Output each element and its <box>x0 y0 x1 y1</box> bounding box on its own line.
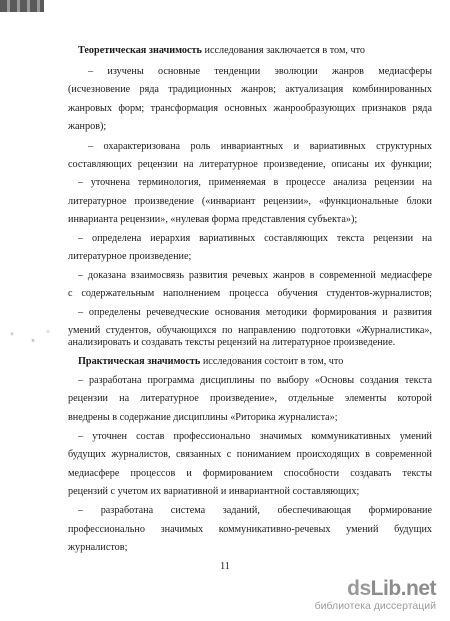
heading-theoretical-significance: Теоретическая значимость исследования заключается в том, что <box>78 45 366 56</box>
text-line: составляющих рецензии на литературное произведение, описаны их функции; <box>68 159 432 170</box>
text-line: медиасфере процессов и формированием способности создавать тексты <box>68 468 432 479</box>
text-line: будущих журналистов, связанных с пониманием происходящих в современной <box>68 449 432 460</box>
text-line: умений студентов, обучающихся по направлению подготовки «Журналистика», <box>68 325 432 336</box>
text-line: (исчезновение ряда традиционных жанров; актуализация комбинированных <box>68 84 432 95</box>
text-line: – изучены основные тенденции эволюции жанров медиасферы <box>88 66 432 77</box>
watermark-tagline: библиотека диссертаций <box>314 600 436 612</box>
text-line: литературное произведение («инвариант рецензии», «функциональные блоки <box>68 196 432 207</box>
text-line: – охарактеризована роль инвариантных и вариативных структурных <box>88 141 432 152</box>
text-line: с содержательным наполнением процесса обучения студентов-журналистов; <box>68 288 432 299</box>
text-line: рецензий с учетом их вариативной и инвариантной составляющих; <box>68 486 360 497</box>
text-line: рецензии на литературное произведение», отдельные элементы которой <box>68 393 432 404</box>
watermark-logo: dsLib.net <box>347 577 436 600</box>
text-line: анализировать и создавать тексты рецензий на литературное произведение. <box>68 337 396 348</box>
text-line: внедрены в содержание дисциплины «Риторика журналиста»; <box>68 412 338 423</box>
watermark <box>315 578 436 612</box>
text-line: журналистов; <box>68 542 128 553</box>
text-line: – разработана система заданий, обеспечивающая формирование <box>78 505 432 516</box>
text-line: литературное произведение; <box>68 251 192 262</box>
text-line: – разработана программа дисциплины по выбору «Основы создания текста <box>78 375 432 386</box>
text-line: – определены речеведческие основания методики формирования и развития <box>78 307 432 318</box>
text-line: – определена иерархия вариативных составляющих текста рецензии на <box>78 233 432 244</box>
heading-practical-significance: Практическая значимость исследования состоит в том, что <box>78 356 344 367</box>
page-number: 11 <box>220 561 230 572</box>
text-line: – доказана взаимосвязь развития речевых жанров в современной медиасфере <box>78 270 432 281</box>
text-line: жанров); <box>68 121 107 132</box>
text-line: – уточнена терминология, применяемая в процессе анализа рецензии на <box>78 177 432 188</box>
text-line: инварианта рецензии», «нулевая форма представления субъекта»); <box>68 214 358 225</box>
text-line: жанровых форм; трансформация основных жанрообразующих признаков ряда <box>68 103 432 114</box>
text-line: профессионально значимых коммуникативно-речевых умений будущих <box>68 524 432 535</box>
text-line: – уточнен состав профессионально значимых коммуникативных умений <box>78 431 432 442</box>
